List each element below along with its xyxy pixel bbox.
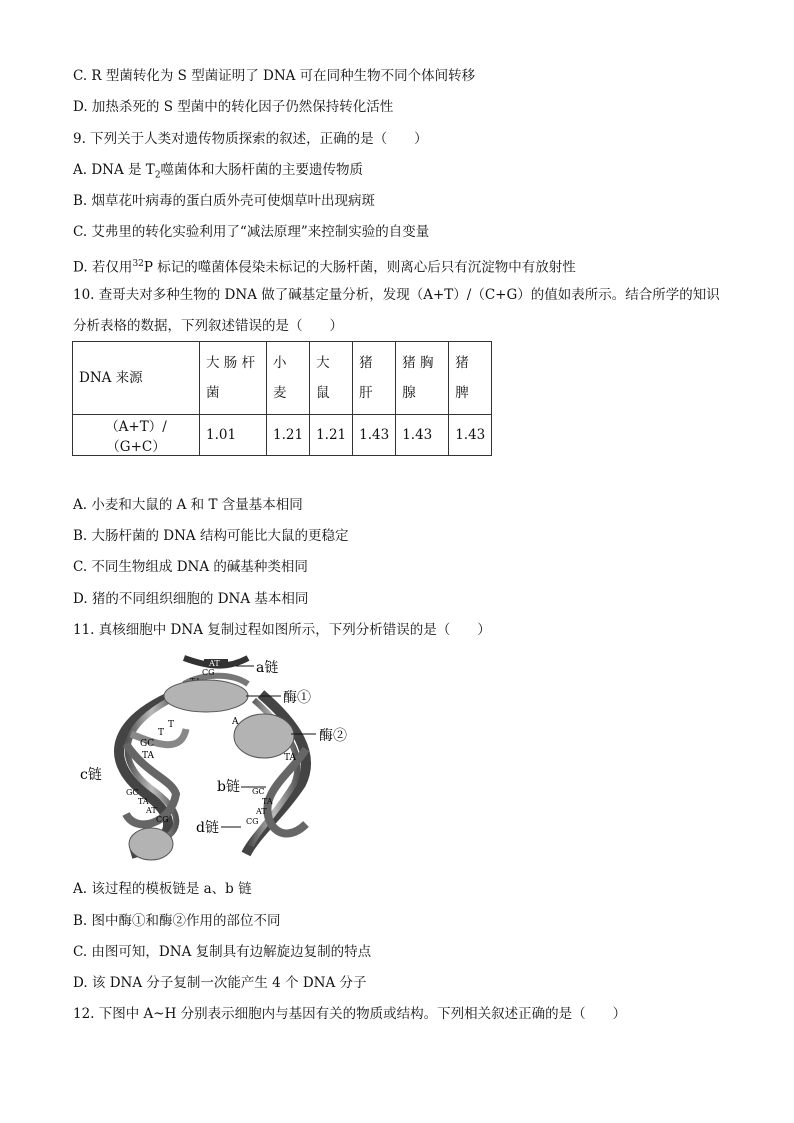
table-cell-value-3: 1.43 (353, 415, 396, 456)
label-c-chain: c链 (80, 767, 102, 783)
q11-option-c: C. 由图可知，DNA 复制具有边解旋边复制的特点 (73, 944, 372, 960)
table-cell-col-0: 大 肠 杆 菌 (200, 342, 267, 415)
dna-replication-diagram (76, 654, 366, 864)
base-pair-left-bottom-3: CG (156, 815, 169, 824)
single-base-left-0: T (168, 720, 175, 730)
base-pair-left-0: GC (140, 739, 155, 749)
left-bottom-enzyme-shape (129, 828, 173, 860)
table-cell-col-4: 猪 胸 腺 (396, 342, 449, 415)
q10-option-a: A. 小麦和大鼠的 A 和 T 含量基本相同 (73, 497, 303, 513)
table-row-values (73, 415, 492, 456)
table-row-header (73, 342, 492, 415)
single-base-right-0: A (232, 717, 239, 727)
base-pair-top-1: CG (202, 668, 215, 677)
q9-option-c: C. 艾弗里的转化实验利用了“减法原理”来控制实验的自变量 (73, 224, 430, 240)
q10-option-d: D. 猪的不同组织细胞的 DNA 基本相同 (73, 591, 309, 607)
dna-ratio-table (72, 341, 492, 456)
base-pair-right-bottom-0: GC (252, 787, 265, 796)
base-pair-right-bottom-3: CG (246, 817, 259, 826)
q9-option-d (73, 254, 576, 278)
q12-stem: 12. 下图中 A~H 分别表示细胞内与基因有关的物质或结构。下列相关叙述正确的是（ ） (73, 1006, 627, 1022)
table-cell-col-2: 大 鼠 (310, 342, 353, 415)
q9-option-a-post: 噬菌体和大肠杆菌的主要遗传物质 (160, 162, 364, 178)
q11-option-a: A. 该过程的模板链是 a、b 链 (73, 881, 252, 897)
base-pair-top-0: AT (209, 659, 220, 668)
base-pair-left-bottom-1: TA (138, 797, 149, 806)
base-pair-left-bottom-0: GC (126, 788, 139, 797)
q10-option-b: B. 大肠杆菌的 DNA 结构可能比大鼠的更稳定 (73, 528, 349, 544)
q9-option-d-sup: 32 (132, 259, 144, 269)
q11-option-d: D. 该 DNA 分子复制一次能产生 4 个 DNA 分子 (73, 975, 367, 991)
table-cell-value-5: 1.43 (449, 415, 492, 456)
label-a-chain: a链 (256, 660, 279, 676)
table-cell-value-1: 1.21 (267, 415, 310, 456)
label-enzyme-2: 酶② (319, 728, 347, 744)
table-cell-value-0: 1.01 (200, 415, 267, 456)
table-cell-value-2: 1.21 (310, 415, 353, 456)
q9-option-d-pre: D. 若仅用 (73, 259, 133, 276)
label-b-chain: b链 (217, 779, 240, 795)
table-cell-value-label: （A+T）/（G+C） (73, 415, 200, 456)
base-pair-left-1: TA (142, 751, 155, 761)
q8-option-c: C. R 型菌转化为 S 型菌证明了 DNA 可在同种生物不同个体间转移 (73, 68, 476, 84)
enzyme-2-shape (234, 714, 294, 758)
label-enzyme-1: 酶① (283, 690, 311, 706)
q9-option-b: B. 烟草花叶病毒的蛋白质外壳可使烟草叶出现病斑 (73, 193, 376, 209)
q9-option-a-sub: 2 (154, 170, 161, 181)
single-base-left-1: T (158, 728, 165, 738)
table-cell-col-3: 猪 肝 (353, 342, 396, 415)
table-cell-row-header: DNA 来源 (73, 342, 200, 415)
table-cell-col-1: 小 麦 (267, 342, 310, 415)
q10-stem-line1: 10. 查哥夫对多种生物的 DNA 做了碱基定量分析，发现（A+T）/（C+G）的值如表所示。结合所学的知识 (73, 287, 720, 303)
base-pair-right-bottom-2: AT (256, 807, 267, 816)
q9-option-a-pre: A. DNA 是 T (73, 162, 155, 178)
q8-option-d: D. 加热杀死的 S 型菌中的转化因子仍然保持转化活性 (73, 99, 394, 115)
table-cell-col-5: 猪 脾 (449, 342, 492, 415)
base-pair-left-bottom-2: AT (146, 806, 157, 815)
base-pair-right-0: TA (284, 753, 297, 763)
enzyme-1-shape (164, 680, 248, 712)
q10-option-c: C. 不同生物组成 DNA 的碱基种类相同 (73, 559, 308, 575)
q9-stem: 9. 下列关于人类对遗传物质探索的叙述，正确的是（ ） (73, 131, 428, 147)
q11-option-b: B. 图中酶①和酶②作用的部位不同 (73, 913, 281, 929)
left-daughter-helix (119, 694, 186, 860)
base-pair-right-bottom-1: TA (262, 797, 273, 806)
label-d-chain: d链 (196, 820, 219, 836)
q9-option-a (73, 160, 363, 186)
q9-option-d-post: P 标记的噬菌体侵染未标记的大肠杆菌，则离心后只有沉淀物中有放射性 (143, 259, 576, 276)
table-cell-value-4: 1.43 (396, 415, 449, 456)
q11-stem: 11. 真核细胞中 DNA 复制过程如图所示，下列分析错误的是（ ） (73, 622, 491, 638)
q10-stem-line2: 分析表格的数据，下列叙述错误的是（ ） (73, 318, 343, 334)
